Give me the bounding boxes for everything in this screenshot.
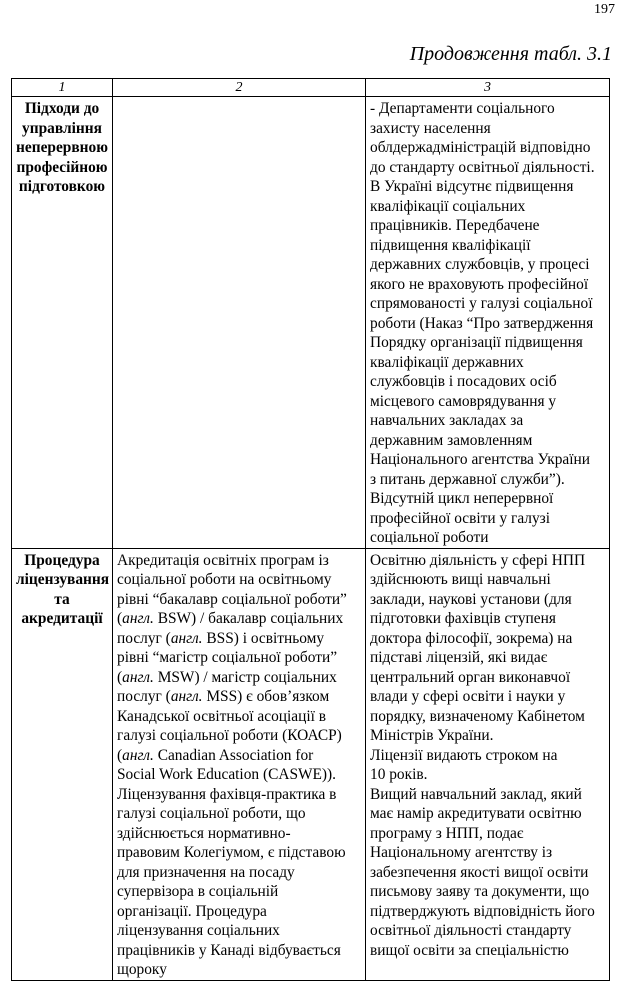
cell-line: - Департаменти соціального bbox=[370, 100, 555, 117]
row-heading-cell bbox=[12, 97, 113, 549]
cell-line: супервізора в соціальній bbox=[117, 883, 279, 900]
cell-line: Ліцензування фахівця-практика в bbox=[117, 785, 337, 803]
cell-line: для призначення на посаду bbox=[117, 863, 295, 881]
page-number: 197 bbox=[594, 2, 615, 17]
cell-line: центральний орган виконавчої bbox=[370, 668, 571, 686]
cell-line: ліцензування bbox=[16, 571, 110, 588]
cell-line: правовим Колегіумом, є підставою bbox=[117, 844, 346, 861]
table-row bbox=[12, 548, 610, 980]
cell-line: підвищення кваліфікації bbox=[370, 236, 531, 254]
empty-cell bbox=[113, 97, 366, 549]
table-row bbox=[12, 97, 610, 549]
cell-line: Освітню діяльність у сфері НПП bbox=[370, 551, 586, 569]
cell-line: соціальної роботи bbox=[370, 529, 489, 546]
cell-line: ліцензування соціальних bbox=[117, 922, 280, 939]
cell-line: Порядку організації підвищення bbox=[370, 334, 583, 351]
cell-line: 10 років. bbox=[370, 766, 428, 783]
cell-line: захисту населення bbox=[370, 119, 491, 137]
cell-line: працівників. Передбачене bbox=[370, 217, 540, 234]
cell-line: кваліфікації соціальних bbox=[370, 197, 526, 215]
cell-line: спрямованості у галузі соціальної bbox=[370, 295, 593, 312]
cell-line: послуг (англ. BSS) і освітньому bbox=[117, 629, 325, 647]
cell-line: здійснюють вищі навчальні bbox=[370, 571, 551, 588]
cell-line: письмову заяву та документи, що bbox=[370, 883, 590, 900]
cell-line: акредитації bbox=[21, 610, 103, 627]
cell-line: Національному агентству із bbox=[370, 844, 553, 861]
cell-line: службовців і посадових осіб bbox=[370, 373, 557, 390]
cell-line: кваліфікації державних bbox=[370, 353, 524, 371]
cell-line: облдержадміністрацій відповідно bbox=[370, 139, 591, 156]
column-header-1: 1 bbox=[12, 79, 113, 97]
cell-line: Міністрів України. bbox=[370, 727, 494, 744]
cell-line: рівні “бакалавр соціальної роботи” bbox=[117, 590, 347, 608]
cell-line: забезпечення якості вищої освіти bbox=[370, 863, 589, 881]
cell-line: неперервною bbox=[16, 139, 108, 156]
cell-line: Вищий навчальний заклад, який bbox=[370, 785, 582, 803]
column-header-3: 3 bbox=[366, 79, 610, 97]
cell-line: державним замовленням bbox=[370, 431, 533, 449]
row-heading-cell bbox=[12, 548, 113, 980]
cell-line: освітньої діяльності стандарту bbox=[370, 922, 572, 939]
cell-line: рівні “магістр соціальної роботи” bbox=[117, 649, 338, 666]
table-continuation-caption: Продовження табл. 3.1 bbox=[409, 43, 612, 65]
cell-line: щороку bbox=[117, 961, 167, 978]
cell-line: порядку, визначеному Кабінетом bbox=[370, 707, 585, 725]
cell-line: працівників у Канаді відбувається bbox=[117, 941, 341, 959]
cell-line: Національного агентства України bbox=[370, 451, 590, 468]
cell-line: управління bbox=[22, 119, 102, 137]
cell-line: професійною bbox=[16, 158, 108, 176]
column-header-2: 2 bbox=[113, 79, 366, 97]
cell-line: має намір акредитувати освітню bbox=[370, 805, 582, 822]
cell-line: (англ. MSW) / магістр соціальних bbox=[117, 668, 337, 686]
cell-line: галузі соціальної роботи (КОАСР) bbox=[117, 727, 342, 744]
cell-line: соціальної роботи на освітньому bbox=[117, 571, 332, 588]
cell-line: та bbox=[54, 590, 70, 608]
cell-line: галузі соціальної роботи, що bbox=[117, 805, 306, 822]
cell-line: Ліцензії видають строком на bbox=[370, 746, 558, 764]
cell-line: підставі ліцензій, які видає bbox=[370, 649, 548, 666]
cell-line: професійної освіти у галузі bbox=[370, 509, 551, 527]
cell-line: доктора філософії, зокрема) на bbox=[370, 629, 573, 647]
cell-line: В Україні відсутнє підвищення bbox=[370, 178, 574, 195]
cell-line: (англ. BSW) / бакалавр соціальних bbox=[117, 610, 344, 627]
document-table bbox=[11, 78, 610, 981]
cell-line: Відсутній цикл неперервної bbox=[370, 490, 554, 507]
cell-line: роботи (Наказ “Про затвердження bbox=[370, 314, 594, 332]
cell-line: організації. Процедура bbox=[117, 902, 267, 920]
cell-line: Акредитація освітніх програм із bbox=[117, 551, 329, 569]
cell-line: місцевого самоврядування у bbox=[370, 392, 557, 410]
cell-line: заклади, наукові установи (для bbox=[370, 590, 572, 608]
cell-line: влади у сфері освіти і науки у bbox=[370, 688, 566, 705]
cell-line: Процедура bbox=[24, 551, 100, 569]
cell-line: Social Work Education (CASWE)). bbox=[117, 766, 337, 783]
cell-line: (англ. Canadian Association for bbox=[117, 746, 314, 764]
cell-line: вищої освіти за спеціальністю bbox=[370, 941, 569, 959]
cell-line: програму з НПП, подає bbox=[370, 824, 524, 842]
cell-line: підтверджують відповідність його bbox=[370, 902, 595, 920]
cell-line: послуг (англ. MSS) є обов’язком bbox=[117, 688, 330, 705]
table-header-row bbox=[12, 79, 610, 97]
cell-line: з питань державної служби”). bbox=[370, 470, 565, 488]
text-cell bbox=[113, 548, 366, 980]
cell-line: якого не враховують професійної bbox=[370, 275, 589, 293]
text-cell bbox=[366, 97, 610, 549]
cell-line: навчальних закладах за bbox=[370, 412, 524, 429]
cell-line: здійснюється нормативно- bbox=[117, 824, 291, 842]
cell-line: до стандарту освітньої діяльності. bbox=[370, 158, 595, 176]
text-cell bbox=[366, 548, 610, 980]
cell-line: підготовкою bbox=[18, 178, 106, 195]
cell-line: Підходи до bbox=[24, 100, 100, 117]
cell-line: державних службовців, у процесі bbox=[370, 256, 590, 273]
cell-line: Канадської освітньої асоціації в bbox=[117, 707, 327, 725]
cell-line: підготовки фахівців ступеня bbox=[370, 610, 556, 627]
